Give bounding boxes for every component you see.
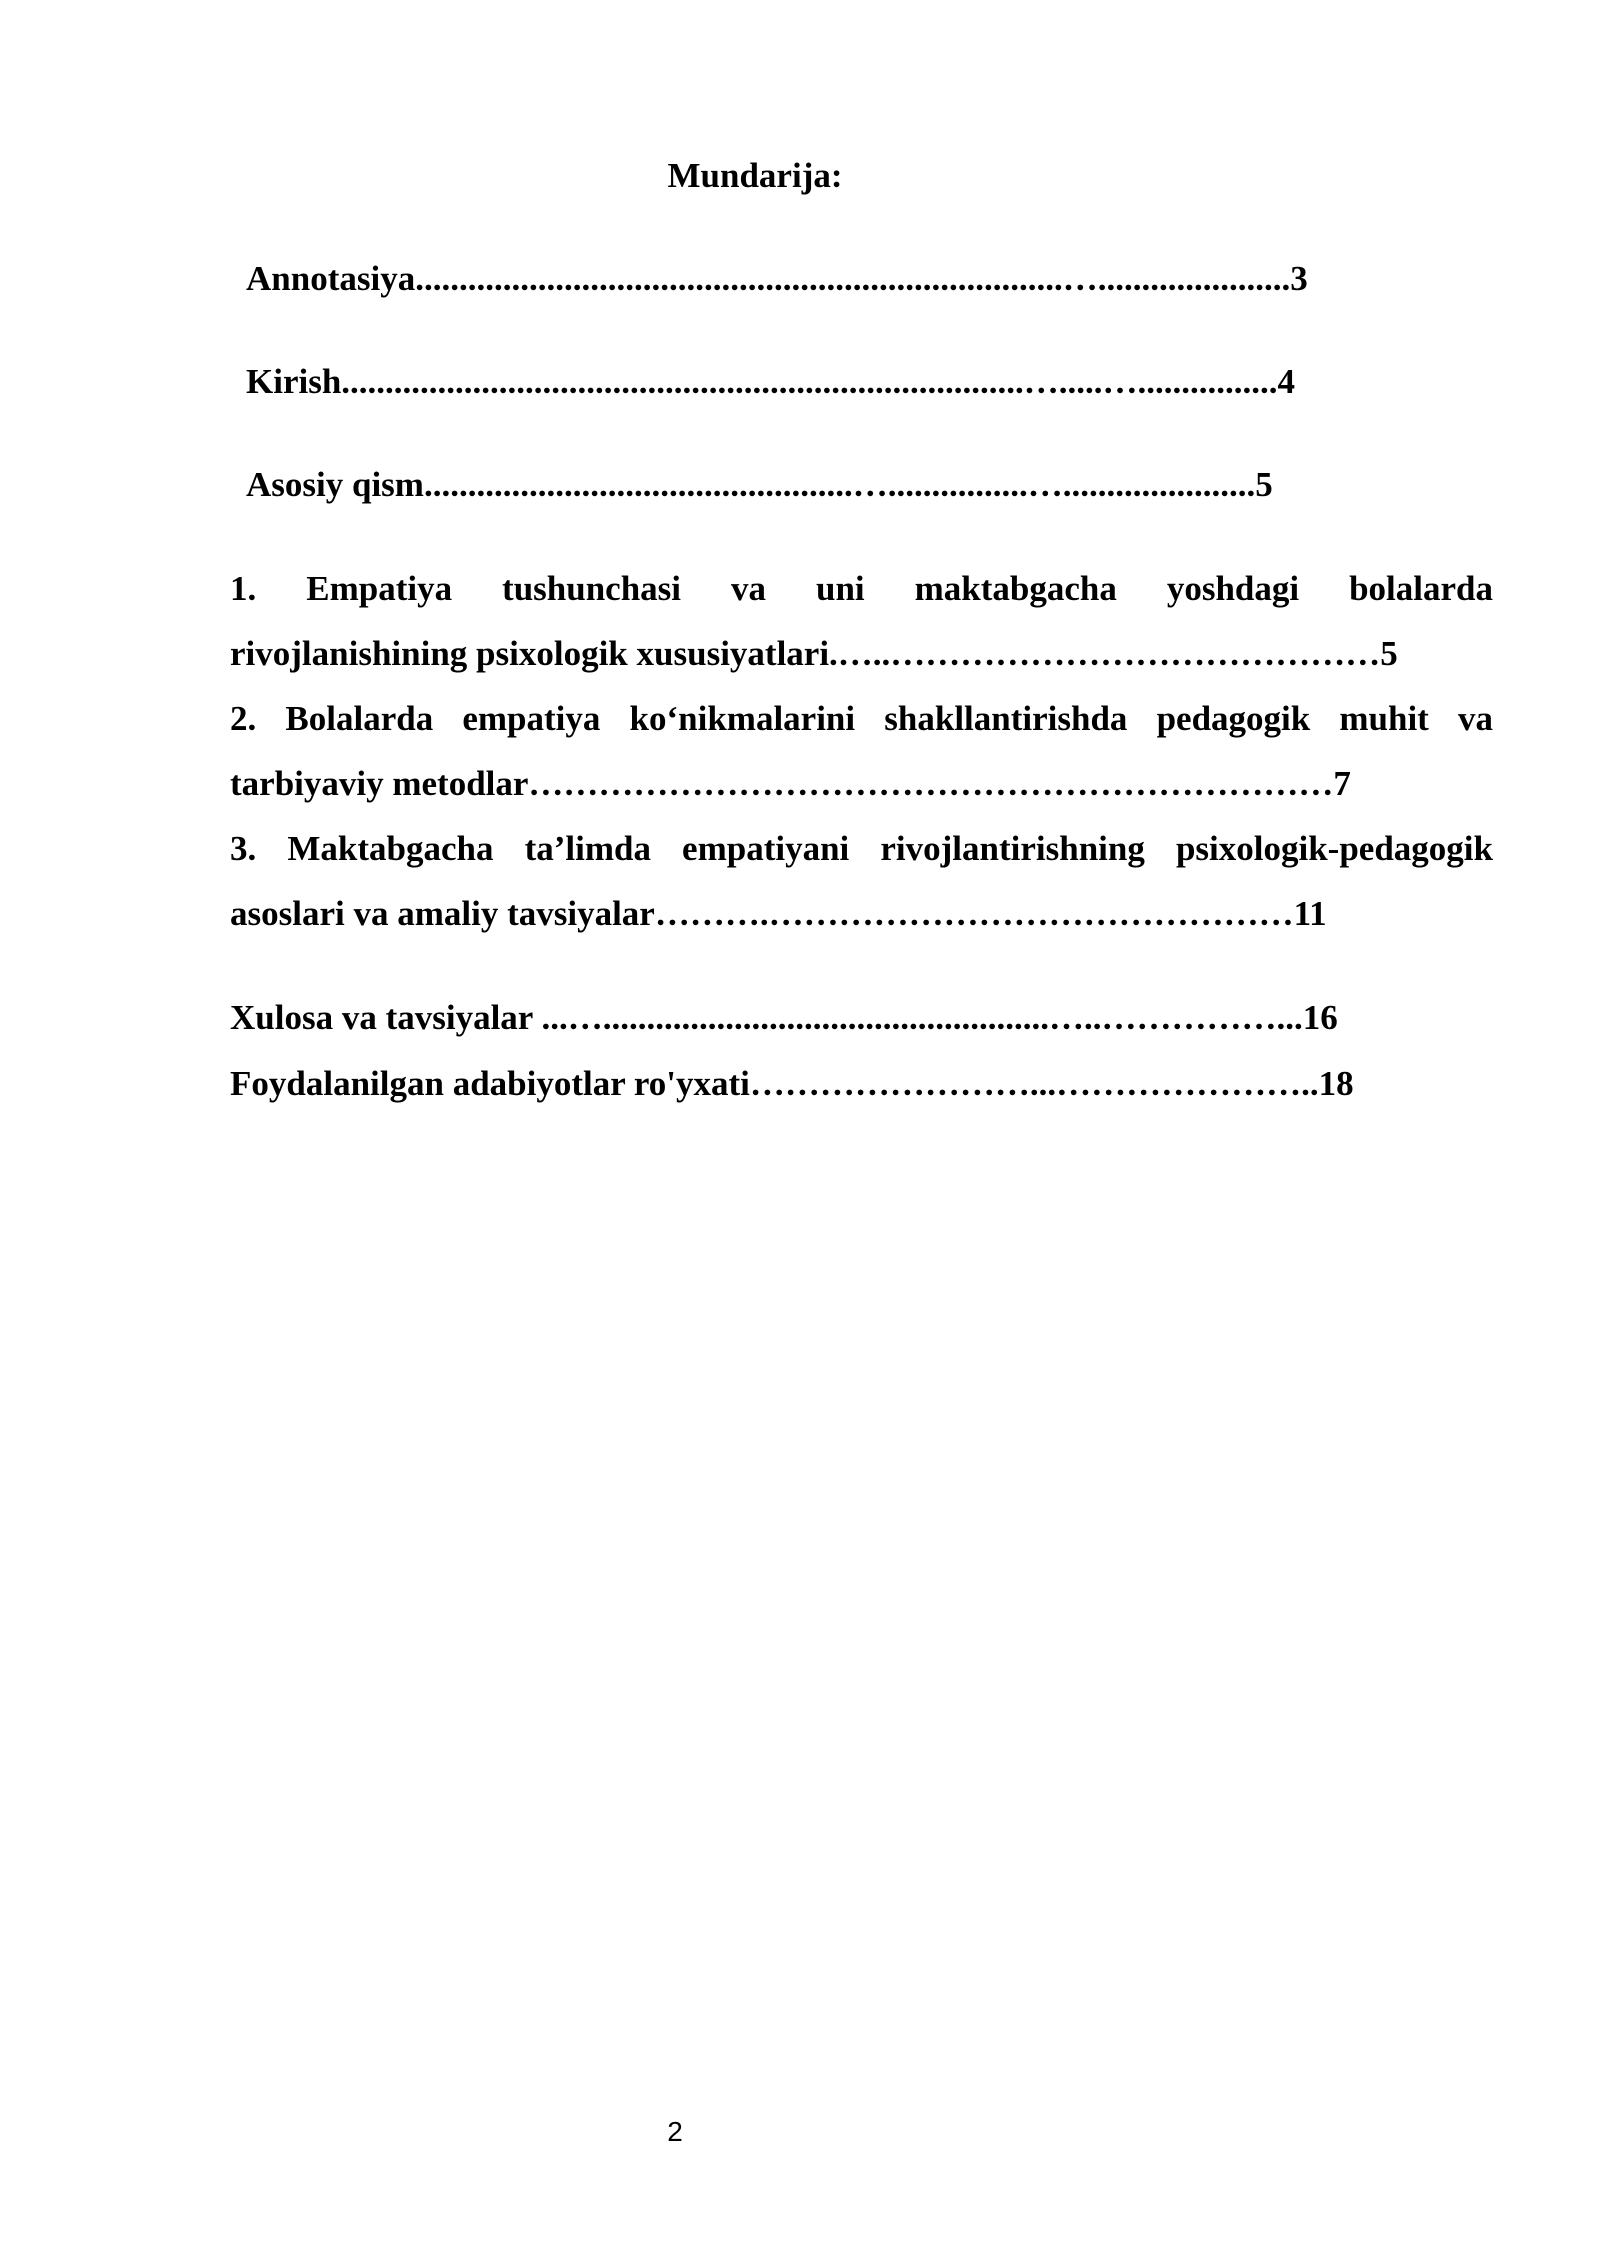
toc-section-2-line2: tarbiyaviy metodlar……………………………………………………………7 <box>230 764 1351 803</box>
toc-section-3 <box>230 816 1493 946</box>
toc-section-1-line1: 1. Empatiya tushunchasi va uni maktabgacha yoshdagi bolalarda <box>230 569 1493 608</box>
toc-entry-kirish: Kirish..............................................................................….....…................4 <box>246 362 1296 401</box>
toc-title: Mundarija: <box>667 156 843 195</box>
toc-entry-asosiy-qism: Asosiy qism.................................................…................…......................5 <box>246 465 1273 504</box>
toc-entry-annotasiya: Annotasiya..........................................................................…......................3 <box>246 259 1308 298</box>
toc-section-1-line2: rivojlanishining psixologik xususiyatlari.…..……………………………………5 <box>230 634 1398 673</box>
toc-entry-xulosa: Xulosa va tavsiyalar ...…...................................................…..……………...16 <box>230 998 1338 1037</box>
toc-section-3-line1: 3. Maktabgacha ta’limda empatiyani rivojlantirishning psixologik-pedagogik <box>230 829 1493 868</box>
toc-section-3-line2: asoslari va amaliy tavsiyalar……….………………………………………11 <box>230 894 1327 933</box>
toc-section-2 <box>230 686 1493 816</box>
toc-section-2-line1: 2. Bolalarda empatiya ko‘nikmalarini shakllantirishda pedagogik muhit va <box>230 699 1493 738</box>
page-number: 2 <box>667 2116 683 2147</box>
toc-section-1 <box>230 556 1493 686</box>
toc-entry-foydalanilgan-adabiyotlar: Foydalanilgan adabiyotlar ro'yxati……………………...…………………..18 <box>230 1064 1354 1103</box>
